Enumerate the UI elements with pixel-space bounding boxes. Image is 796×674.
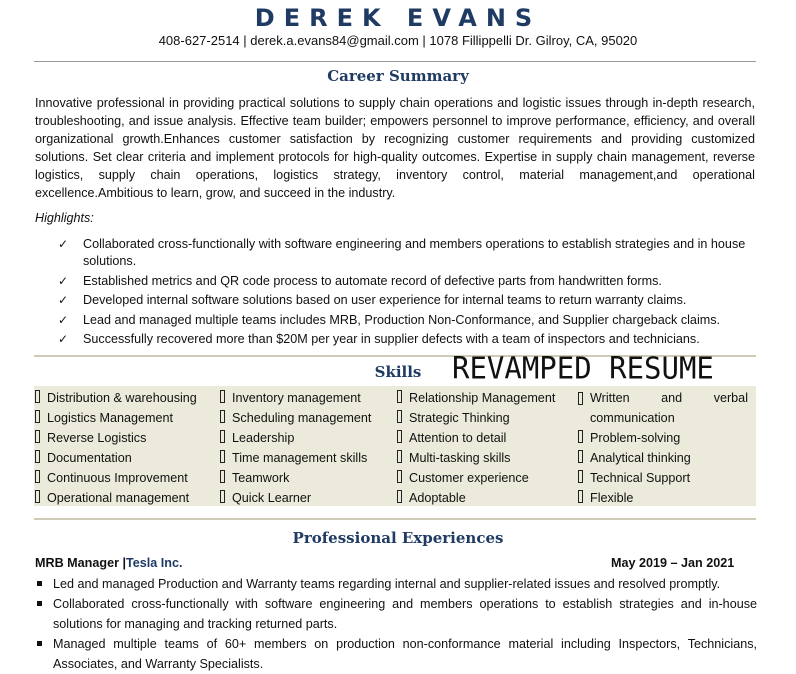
bullet-box-icon [220, 450, 225, 463]
skill-item-continuation: communication [590, 411, 675, 425]
bullet-box-icon [578, 430, 583, 443]
job-bullet: Led and managed Production and Warranty teams regarding internal and supplier-related issues and resolved promptly. [35, 574, 757, 594]
square-bullet-icon [37, 581, 42, 586]
skill-item: Multi-tasking skills [397, 448, 555, 468]
square-bullet-icon [37, 601, 42, 606]
bullet-box-icon [397, 390, 402, 403]
job-bullets [35, 574, 757, 674]
header-divider [34, 61, 756, 62]
skill-item: Flexible [578, 488, 748, 508]
skill-item: Teamwork [220, 468, 371, 488]
career-summary-text: Innovative professional in providing practical solutions to supply chain operations and logistic issues through in-depth research, troubleshooting, and issue analysis. Effective team builder; empowers personnel to improve performance, efficiency, and overall organizational growth.Enhances customer satisfaction by recognizing customer requirements and providing customized solutions. Set clear criteria and implement protocols for high-quality outcomes. Expertise in supply chain management, reverse logistics, supply chain operations, logistics strategy, inventory control, material management,and operational excellence.Ambitious to learn, grow, and succeed in the industry. [35, 96, 755, 200]
skill-item: Technical Support [578, 468, 748, 488]
skill-item: Reverse Logistics [35, 428, 197, 448]
experience-heading: Professional Experiences [292, 529, 504, 547]
bullet-box-icon [578, 392, 583, 405]
skill-item: Continuous Improvement [35, 468, 197, 488]
bullet-box-icon [35, 430, 40, 443]
bullet-box-icon [397, 450, 402, 463]
highlight-item: ✓ Collaborated cross-functionally with software engineering and members operations to establish strategies and in house solutions. [58, 237, 746, 268]
skill-item: Problem-solving [578, 428, 748, 448]
skill-item: Logistics Management [35, 408, 197, 428]
checkmark-icon: ✓ [58, 273, 69, 288]
bullet-box-icon [578, 490, 583, 503]
square-bullet-icon [37, 641, 42, 646]
career-summary-heading: Career Summary [327, 67, 469, 85]
checkmark-icon: ✓ [58, 312, 69, 327]
skill-item: Scheduling management [220, 408, 371, 428]
skill-item: Documentation [35, 448, 197, 468]
job-bullet: Managed multiple teams of 60+ members on production non-conformance material including Inspectors, Technicians, Associates, and Warranty Specialists. [35, 634, 757, 674]
job-bullet: Collaborated cross-functionally with software engineering and members operations to establish strategies and in-house solutions for managing and tracking returned parts. [35, 594, 757, 634]
skills-column-3 [397, 388, 555, 508]
job-dates: May 2019 – Jan 2021 [611, 556, 735, 570]
bullet-box-icon [35, 410, 40, 423]
skill-item: Operational management [35, 488, 197, 508]
checkmark-icon: ✓ [58, 237, 69, 251]
bullet-box-icon [397, 490, 402, 503]
skill-item: Adoptable [397, 488, 555, 508]
skills-column-4 [578, 388, 748, 508]
skills-column-2 [220, 388, 371, 508]
bullet-box-icon [220, 390, 225, 403]
bullet-box-icon [220, 470, 225, 483]
bullet-box-icon [35, 490, 40, 503]
skill-item: Relationship Management [397, 388, 555, 408]
skill-item: Distribution & warehousing [35, 388, 197, 408]
skill-item: Inventory management [220, 388, 371, 408]
checkmark-icon: ✓ [58, 293, 69, 307]
bullet-box-icon [35, 470, 40, 483]
bullet-box-icon [578, 470, 583, 483]
skills-divider-bottom [34, 518, 756, 520]
candidate-name: DEREK EVANS [254, 4, 542, 32]
bullet-box-icon [397, 430, 402, 443]
bullet-box-icon [220, 490, 225, 503]
skills-heading: Skills [374, 363, 422, 381]
contact-line: 408-627-2514 | derek.a.evans84@gmail.com | 1078 Fillippelli Dr. Gilroy, CA, 95020 [158, 33, 638, 48]
skills-column-1 [35, 388, 197, 508]
highlight-item: ✓ Successfully recovered more than $20M per year in supplier defects with a team of inspectors and technicians. [58, 332, 700, 346]
bullet-box-icon [220, 410, 225, 423]
highlight-item: ✓ Developed internal software solutions based on user experience for internal teams to return warranty claims. [58, 293, 687, 307]
bullet-box-icon [578, 450, 583, 463]
bullet-box-icon [35, 450, 40, 463]
checkmark-icon: ✓ [58, 332, 69, 346]
bullet-box-icon [35, 390, 40, 403]
bullet-box-icon [397, 410, 402, 423]
company-name: Tesla Inc. [126, 556, 183, 570]
highlights-list [35, 236, 757, 351]
job-title: MRB Manager |Tesla Inc. [35, 556, 183, 570]
skill-item: Strategic Thinking [397, 408, 555, 428]
skill-item: Quick Learner [220, 488, 371, 508]
skill-item: Written and verbal [578, 388, 748, 408]
bullet-box-icon [220, 430, 225, 443]
skill-item: Analytical thinking [578, 448, 748, 468]
highlights-label: Highlights: [35, 211, 94, 225]
skill-item: Time management skills [220, 448, 371, 468]
bullet-box-icon [397, 470, 402, 483]
skill-item: Customer experience [397, 468, 555, 488]
skill-item: Leadership [220, 428, 371, 448]
highlight-item: ✓ Lead and managed multiple teams includes MRB, Production Non-Conformance, and Supplier chargeback claims. [58, 312, 721, 327]
highlight-item: ✓ Established metrics and QR code process to automate record of defective parts from handwritten forms. [58, 273, 662, 288]
revamped-resume-stamp: REVAMPED RESUME [452, 350, 714, 386]
skill-item: Attention to detail [397, 428, 555, 448]
